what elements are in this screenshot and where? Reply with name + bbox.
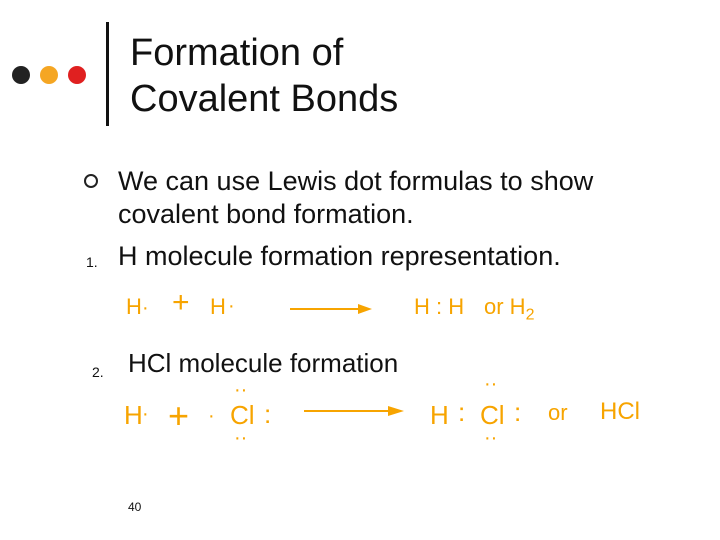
eq2-arrow: [304, 404, 404, 418]
item-1-text: H molecule formation representation.: [118, 241, 561, 271]
title-line-1: Formation of: [130, 32, 344, 74]
header-dot-dark: [12, 66, 30, 84]
header-dot-orange-1: [40, 66, 58, 84]
eq2-shared-pair: :: [458, 397, 466, 427]
eq2-cl-dots-top: ··: [234, 379, 248, 401]
eq2-product-dots-right: :: [514, 397, 522, 427]
eq1-dot-left: ·: [142, 297, 149, 319]
item-1-number: 1.: [86, 254, 98, 270]
eq1-h-right: H: [210, 294, 226, 319]
eq2-cl-product: Cl: [480, 400, 505, 430]
eq2-product-dots-top: ··: [484, 373, 498, 395]
eq1-subscript: 2: [525, 306, 535, 324]
eq2-plus: +: [168, 395, 190, 436]
eq2-h-left: H: [124, 400, 143, 430]
eq1-dot-right: ·: [228, 295, 235, 317]
eq2-or-text: or: [548, 400, 568, 425]
eq2-h-product: H: [430, 400, 449, 430]
eq1-h-left: H: [126, 294, 142, 319]
bullet-ring-icon: [84, 174, 98, 188]
eq1-or-h: or H: [484, 294, 526, 319]
eq1-product: H : H: [414, 294, 465, 319]
title-line-2: Covalent Bonds: [130, 78, 399, 120]
eq2-cl: Cl: [230, 400, 255, 430]
item-2-number: 2.: [92, 364, 104, 380]
eq1-plus: +: [172, 286, 190, 319]
intro-line-2: covalent bond formation.: [118, 199, 414, 229]
eq2-product-dots-bottom: ··: [484, 427, 498, 449]
eq2-dot-cl-left: ·: [208, 405, 215, 427]
intro-text: [118, 165, 593, 231]
page-number: 40: [128, 500, 142, 514]
eq1-or-text: [484, 296, 534, 323]
eq2-cl-dots-right: :: [264, 399, 272, 429]
eq1-arrow: [290, 302, 372, 316]
intro-line-1: We can use Lewis dot formulas to show: [118, 166, 594, 196]
eq2-cl-dots-bottom: ··: [234, 427, 248, 449]
title-divider: [106, 22, 109, 126]
eq2-hcl: HCl: [600, 398, 640, 425]
item-2-text: HCl molecule formation: [128, 348, 399, 378]
slide-title: [130, 30, 398, 122]
header-dot-red: [68, 66, 86, 84]
eq2-dot-h: ·: [142, 403, 149, 425]
